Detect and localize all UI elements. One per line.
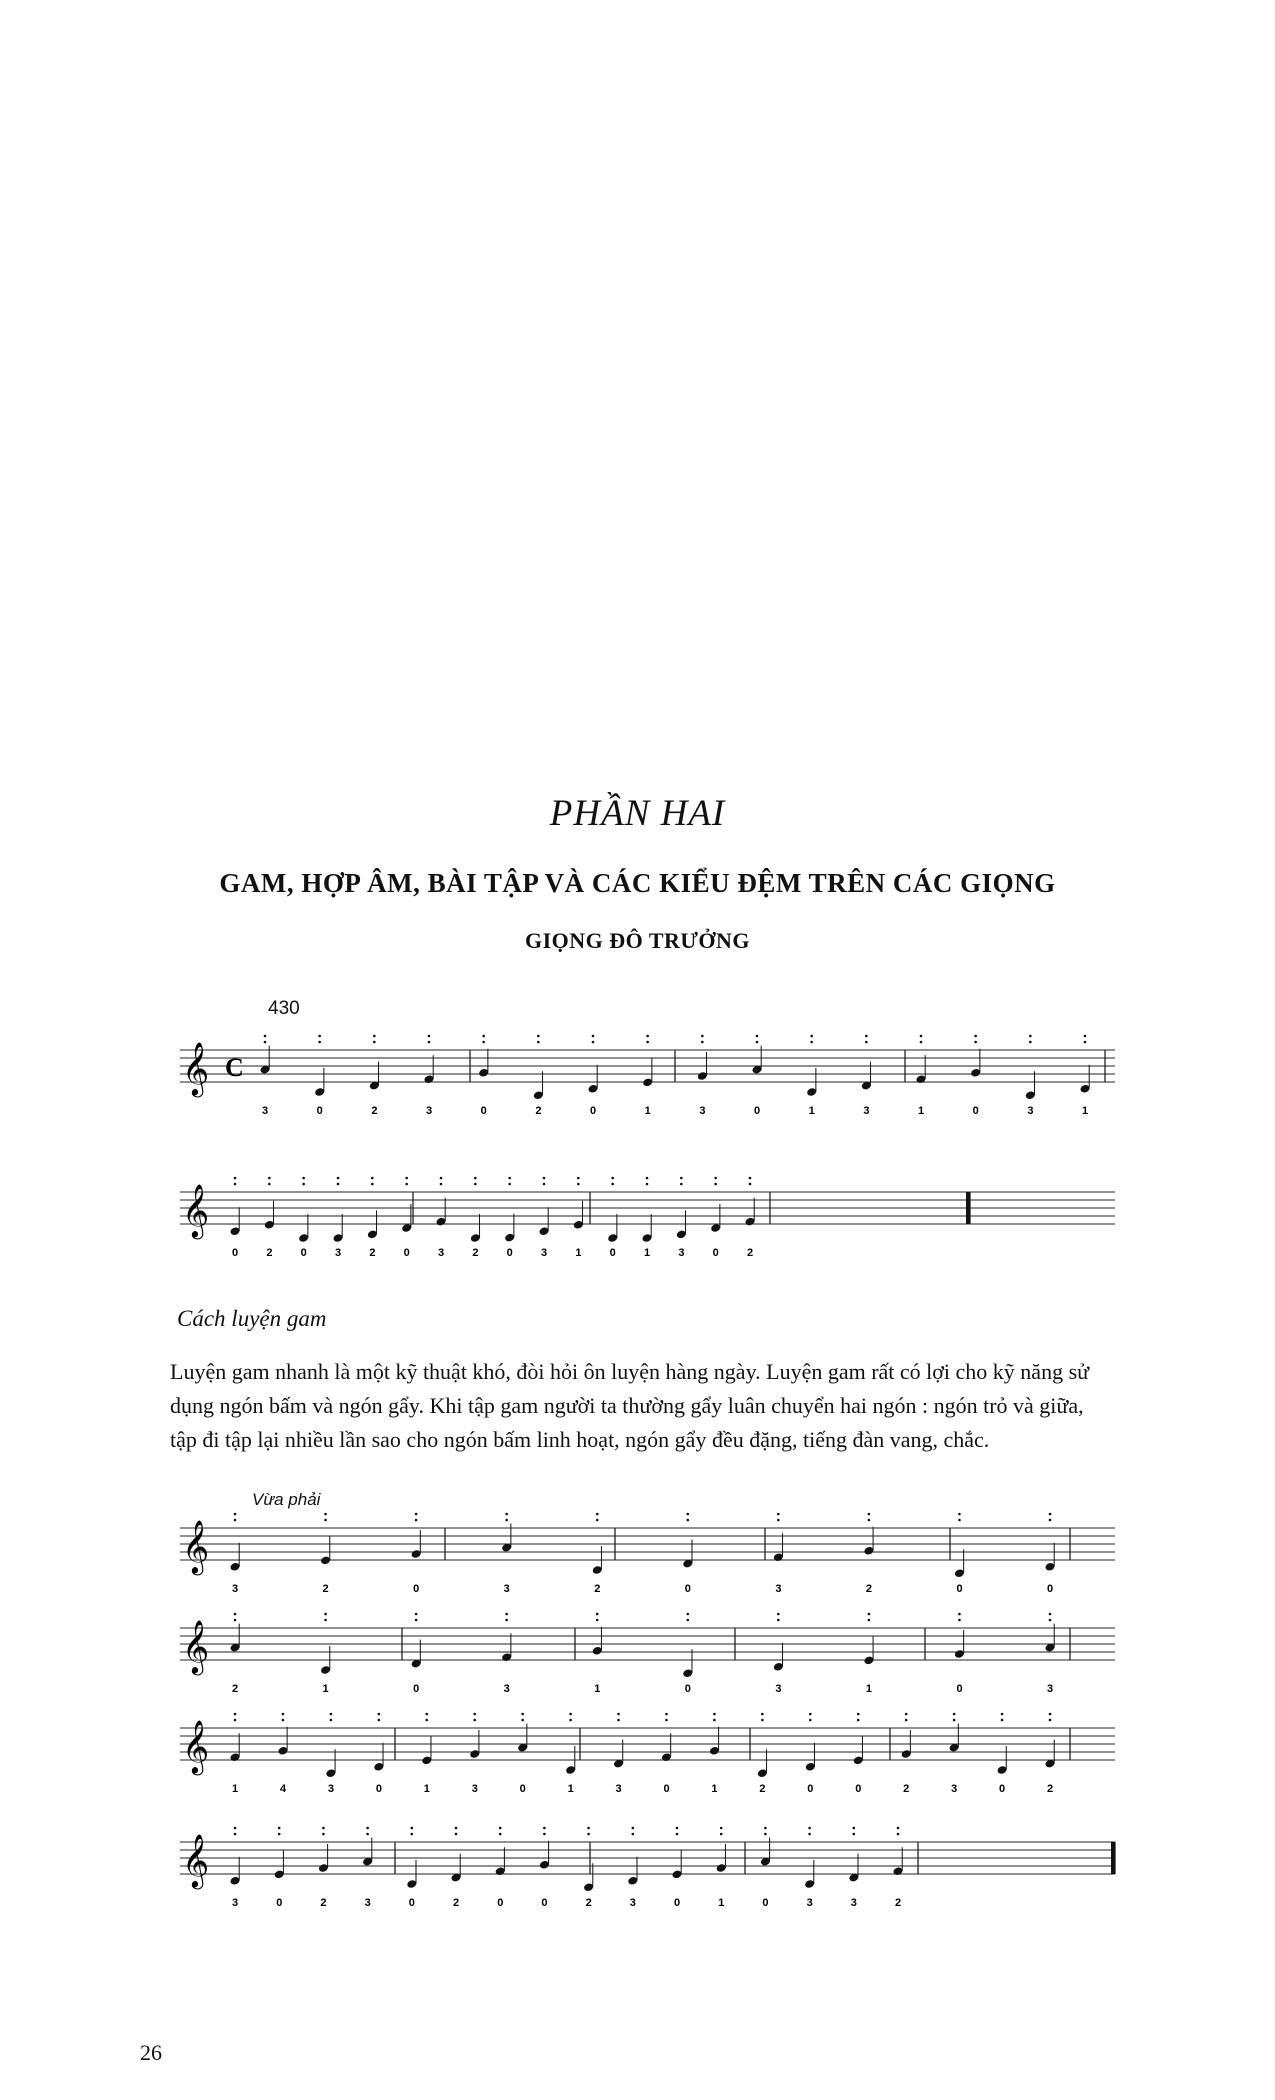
articulation-dot [234,1719,237,1722]
articulation-dot [455,1833,458,1836]
articulation-dot [366,1833,369,1836]
articulation-dot [897,1833,900,1836]
fingering-number: 3 [850,1897,857,1909]
articulation-dot [543,1833,546,1836]
articulation-dot [499,1827,502,1830]
articulation-dot [596,1619,599,1622]
articulation-dot [905,1719,908,1722]
articulation-dot [268,1177,271,1180]
articulation-dot [543,1183,546,1186]
fingering-number: 3 [335,1247,342,1259]
articulation-dot [411,1827,414,1830]
articulation-dot [577,1183,580,1186]
fingering-number: 1 [865,1683,873,1695]
fingering-number: 0 [674,1897,681,1909]
fingering-number: 3 [232,1583,239,1595]
articulation-dot [1049,1513,1052,1516]
articulation-dot [440,1177,443,1180]
articulation-dot [676,1833,679,1836]
fingering-number: 2 [865,1583,873,1595]
articulation-dot [508,1183,511,1186]
articulation-dot [537,1035,540,1038]
fingering-number: 3 [232,1897,239,1909]
articulation-dot [505,1619,508,1622]
articulation-dot [337,1177,340,1180]
articulation-dot [371,1177,374,1180]
fingering-number: 0 [541,1897,548,1909]
fingering-number: 0 [413,1583,420,1595]
articulation-dot [1084,1035,1087,1038]
articulation-dot [1084,1041,1087,1044]
fingering-number: 3 [699,1105,706,1117]
articulation-dot [617,1713,620,1716]
articulation-dot [234,1613,237,1616]
treble-clef-icon: 𝄞 [182,1719,210,1773]
articulation-dot [958,1519,961,1522]
articulation-dot [646,1177,649,1180]
articulation-dot [632,1827,635,1830]
fingering-number: 3 [438,1247,445,1259]
articulation-dot [809,1719,812,1722]
fingering-number: 2 [1047,1783,1054,1795]
articulation-dot [958,1613,961,1616]
articulation-dot [686,1513,689,1516]
articulation-dot [865,1035,868,1038]
articulation-dot [505,1513,508,1516]
articulation-dot [577,1177,580,1180]
fingering-number: 0 [1047,1583,1054,1595]
fingering-number: 0 [972,1105,979,1117]
articulation-dot [701,1035,704,1038]
fingering-number: 0 [497,1897,504,1909]
fingering-number: 0 [684,1583,691,1595]
fingering-number: 3 [426,1105,433,1117]
music-staff-4 [170,1610,1120,1700]
articulation-dot [278,1827,281,1830]
fingering-number: 3 [775,1583,782,1595]
fingering-number: 3 [327,1783,335,1795]
articulation-dot [714,1183,717,1186]
articulation-dot [425,1713,428,1716]
fingering-number: 0 [408,1897,415,1909]
fingering-number: 3 [629,1897,636,1909]
fingering-number: 2 [585,1897,592,1909]
fingering-number: 0 [590,1105,597,1117]
treble-clef-icon: 𝄞 [182,1833,210,1887]
articulation-dot [482,1035,485,1038]
articulation-dot [713,1719,716,1722]
articulation-dot [611,1177,614,1180]
articulation-dot [569,1719,572,1722]
articulation-dot [234,1827,237,1830]
articulation-dot [764,1827,767,1830]
fingering-number: 0 [375,1783,382,1795]
fingering-number: 0 [506,1247,513,1259]
articulation-dot [405,1177,408,1180]
fingering-number: 0 [403,1247,410,1259]
articulation-dot [337,1183,340,1186]
fingering-number: 2 [895,1897,902,1909]
articulation-dot [756,1041,759,1044]
section-title: Cách luyện gam [177,1306,327,1331]
fingering-number: 3 [541,1247,548,1259]
articulation-dot [473,1719,476,1722]
articulation-dot [411,1833,414,1836]
articulation-dot [1049,1719,1052,1722]
exercise-number: 430 [268,998,300,1019]
fingering-number: 2 [535,1105,542,1117]
articulation-dot [761,1713,764,1716]
fingering-number: 3 [503,1583,510,1595]
articulation-dot [953,1719,956,1722]
articulation-dot [810,1041,813,1044]
articulation-dot [592,1041,595,1044]
fingering-number: 1 [423,1783,430,1795]
articulation-dot [676,1827,679,1830]
articulation-dot [853,1833,856,1836]
articulation-dot [1029,1041,1032,1044]
fingering-number: 0 [413,1683,420,1695]
articulation-dot [777,1613,780,1616]
fingering-number: 3 [863,1105,870,1117]
articulation-dot [282,1713,285,1716]
fingering-number: 0 [316,1105,323,1117]
articulation-dot [665,1713,668,1716]
articulation-dot [853,1827,856,1830]
articulation-dot [268,1183,271,1186]
final-barline [966,1192,970,1224]
fingering-number: 0 [300,1247,307,1259]
fingering-number: 1 [711,1783,718,1795]
articulation-dot [521,1719,524,1722]
fingering-number: 2 [747,1247,754,1259]
fingering-number: 3 [364,1897,371,1909]
articulation-dot [234,1713,237,1716]
fingering-number: 1 [322,1683,329,1695]
articulation-dot [543,1827,546,1830]
fingering-number: 0 [956,1683,963,1695]
articulation-dot [777,1519,780,1522]
articulation-dot [330,1719,333,1722]
articulation-dot [1029,1035,1032,1038]
music-staff-6 [170,1820,1120,1920]
articulation-dot [617,1719,620,1722]
fingering-number: 1 [718,1897,725,1909]
articulation-dot [777,1619,780,1622]
music-staff-3 [170,1510,1120,1600]
fingering-number: 2 [903,1783,910,1795]
articulation-dot [234,1519,237,1522]
fingering-number: 0 [855,1783,862,1795]
articulation-dot [868,1513,871,1516]
articulation-dot [713,1713,716,1716]
fingering-number: 0 [519,1783,526,1795]
articulation-dot [646,1035,649,1038]
articulation-dot [587,1827,590,1830]
fingering-number: 0 [754,1105,761,1117]
fingering-number: 3 [678,1247,685,1259]
fingering-number: 1 [1082,1105,1089,1117]
articulation-dot [958,1513,961,1516]
fingering-number: 1 [644,1105,651,1117]
articulation-dot [318,1041,321,1044]
articulation-dot [857,1713,860,1716]
articulation-dot [234,1833,237,1836]
articulation-dot [761,1719,764,1722]
articulation-dot [234,1513,237,1516]
articulation-dot [868,1519,871,1522]
articulation-dot [974,1035,977,1038]
part-title: PHẦN HAI [549,793,726,834]
fingering-number: 0 [712,1247,719,1259]
fingering-number: 3 [1027,1105,1034,1117]
articulation-dot [632,1833,635,1836]
articulation-dot [373,1041,376,1044]
articulation-dot [868,1619,871,1622]
articulation-dot [428,1035,431,1038]
fingering-number: 0 [232,1247,239,1259]
treble-clef-icon: 𝄞 [182,1041,210,1095]
articulation-dot [302,1183,305,1186]
articulation-dot [302,1177,305,1180]
articulation-dot [953,1713,956,1716]
articulation-dot [415,1619,418,1622]
articulation-dot [324,1519,327,1522]
fingering-number: 2 [320,1897,327,1909]
articulation-dot [596,1613,599,1616]
articulation-dot [920,1041,923,1044]
time-signature: C [225,1053,244,1082]
articulation-dot [646,1041,649,1044]
articulation-dot [378,1713,381,1716]
fingering-number: 2 [453,1897,460,1909]
articulation-dot [611,1183,614,1186]
fingering-number: 3 [615,1783,622,1795]
articulation-dot [415,1513,418,1516]
music-staff-1 [170,1030,1120,1120]
main-heading: GAM, HỢP ÂM, BÀI TẬP VÀ CÁC KIỂU ĐỆM TRÊN CÁC GIỌNG [219,868,1056,898]
articulation-dot [324,1513,327,1516]
fingering-number: 2 [594,1583,601,1595]
articulation-dot [543,1177,546,1180]
music-staff-5 [170,1710,1120,1810]
articulation-dot [425,1719,428,1722]
fingering-number: 2 [371,1105,378,1117]
articulation-dot [958,1619,961,1622]
articulation-dot [756,1035,759,1038]
articulation-dot [974,1041,977,1044]
articulation-dot [1049,1619,1052,1622]
articulation-dot [1049,1519,1052,1522]
articulation-dot [680,1177,683,1180]
articulation-dot [474,1177,477,1180]
articulation-dot [808,1833,811,1836]
fingering-number: 0 [956,1583,963,1595]
articulation-dot [318,1035,321,1038]
fingering-number: 2 [266,1247,273,1259]
articulation-dot [701,1041,704,1044]
fingering-number: 0 [684,1683,691,1695]
fingering-number: 1 [808,1105,815,1117]
articulation-dot [322,1827,325,1830]
articulation-dot [371,1183,374,1186]
articulation-dot [1001,1713,1004,1716]
fingering-number: 0 [276,1897,283,1909]
treble-clef-icon: 𝄞 [182,1619,210,1673]
fingering-number: 2 [472,1247,479,1259]
articulation-dot [868,1613,871,1616]
articulation-dot [587,1833,590,1836]
body-paragraph: Luyện gam nhanh là một kỹ thuật khó, đòi hỏi ôn luyện hàng ngày. Luyện gam rất có lợi cho kỹ năng sử dụng ngón bấm và ngón gẩy. Khi tập gam người ta thường gẩy luân chuyển hai ngón : ngón trỏ và giữa, tập đi tập lại nhiều lần sao cho ngón bấm linh hoạt, ngón gẩy đều đặng, tiếng đàn vang, chắc. [170,1359,1090,1452]
articulation-dot [264,1041,267,1044]
articulation-dot [646,1183,649,1186]
tempo-marking: Vừa phải [252,1490,321,1509]
articulation-dot [537,1041,540,1044]
treble-clef-icon: 𝄞 [182,1183,210,1237]
articulation-dot [809,1713,812,1716]
articulation-dot [440,1183,443,1186]
articulation-dot [686,1519,689,1522]
fingering-number: 0 [807,1783,814,1795]
articulation-dot [505,1613,508,1616]
articulation-dot [749,1177,752,1180]
articulation-dot [278,1833,281,1836]
fingering-number: 0 [609,1247,616,1259]
fingering-number: 1 [567,1783,574,1795]
final-barline [1111,1842,1115,1874]
fingering-number: 3 [806,1897,813,1909]
articulation-dot [1001,1719,1004,1722]
fingering-number: 4 [279,1783,287,1795]
articulation-dot [499,1833,502,1836]
articulation-dot [405,1183,408,1186]
articulation-dot [455,1827,458,1830]
music-staff-2 [170,1170,1120,1265]
articulation-dot [920,1035,923,1038]
articulation-dot [665,1719,668,1722]
articulation-dot [415,1613,418,1616]
page-number: 26 [140,2040,162,2065]
fingering-number: 0 [999,1783,1006,1795]
articulation-dot [282,1719,285,1722]
articulation-dot [1049,1713,1052,1716]
fingering-number: 2 [232,1683,239,1695]
articulation-dot [808,1827,811,1830]
fingering-number: 3 [775,1683,782,1695]
articulation-dot [505,1519,508,1522]
articulation-dot [324,1613,327,1616]
articulation-dot [234,1619,237,1622]
articulation-dot [686,1613,689,1616]
fingering-number: 1 [644,1247,651,1259]
articulation-dot [680,1183,683,1186]
fingering-number: 0 [663,1783,670,1795]
articulation-dot [521,1713,524,1716]
articulation-dot [857,1719,860,1722]
fingering-number: 2 [369,1247,376,1259]
articulation-dot [264,1035,267,1038]
articulation-dot [1049,1613,1052,1616]
articulation-dot [897,1827,900,1830]
fingering-number: 1 [594,1683,601,1695]
articulation-dot [865,1041,868,1044]
key-heading: GIỌNG ĐÔ TRƯỞNG [524,928,751,953]
articulation-dot [322,1833,325,1836]
fingering-number: 3 [262,1105,269,1117]
fingering-number: 0 [480,1105,487,1117]
articulation-dot [324,1619,327,1622]
articulation-dot [592,1035,595,1038]
articulation-dot [234,1177,237,1180]
articulation-dot [720,1827,723,1830]
articulation-dot [777,1513,780,1516]
articulation-dot [234,1183,237,1186]
fingering-number: 2 [759,1783,766,1795]
articulation-dot [764,1833,767,1836]
fingering-number: 1 [918,1105,925,1117]
fingering-number: 3 [951,1783,958,1795]
articulation-dot [482,1041,485,1044]
articulation-dot [720,1833,723,1836]
fingering-number: 3 [503,1683,510,1695]
articulation-dot [810,1035,813,1038]
fingering-number: 3 [1047,1683,1054,1695]
articulation-dot [508,1177,511,1180]
articulation-dot [428,1041,431,1044]
articulation-dot [596,1513,599,1516]
articulation-dot [905,1713,908,1716]
fingering-number: 0 [762,1897,769,1909]
fingering-number: 2 [322,1583,329,1595]
fingering-number: 1 [575,1247,582,1259]
articulation-dot [378,1719,381,1722]
articulation-dot [373,1035,376,1038]
fingering-number: 3 [471,1783,478,1795]
articulation-dot [473,1713,476,1716]
articulation-dot [714,1177,717,1180]
articulation-dot [366,1827,369,1830]
articulation-dot [749,1183,752,1186]
treble-clef-icon: 𝄞 [182,1519,210,1573]
articulation-dot [686,1619,689,1622]
articulation-dot [596,1519,599,1522]
articulation-dot [330,1713,333,1716]
articulation-dot [569,1713,572,1716]
fingering-number: 1 [232,1783,239,1795]
articulation-dot [415,1519,418,1522]
articulation-dot [474,1183,477,1186]
